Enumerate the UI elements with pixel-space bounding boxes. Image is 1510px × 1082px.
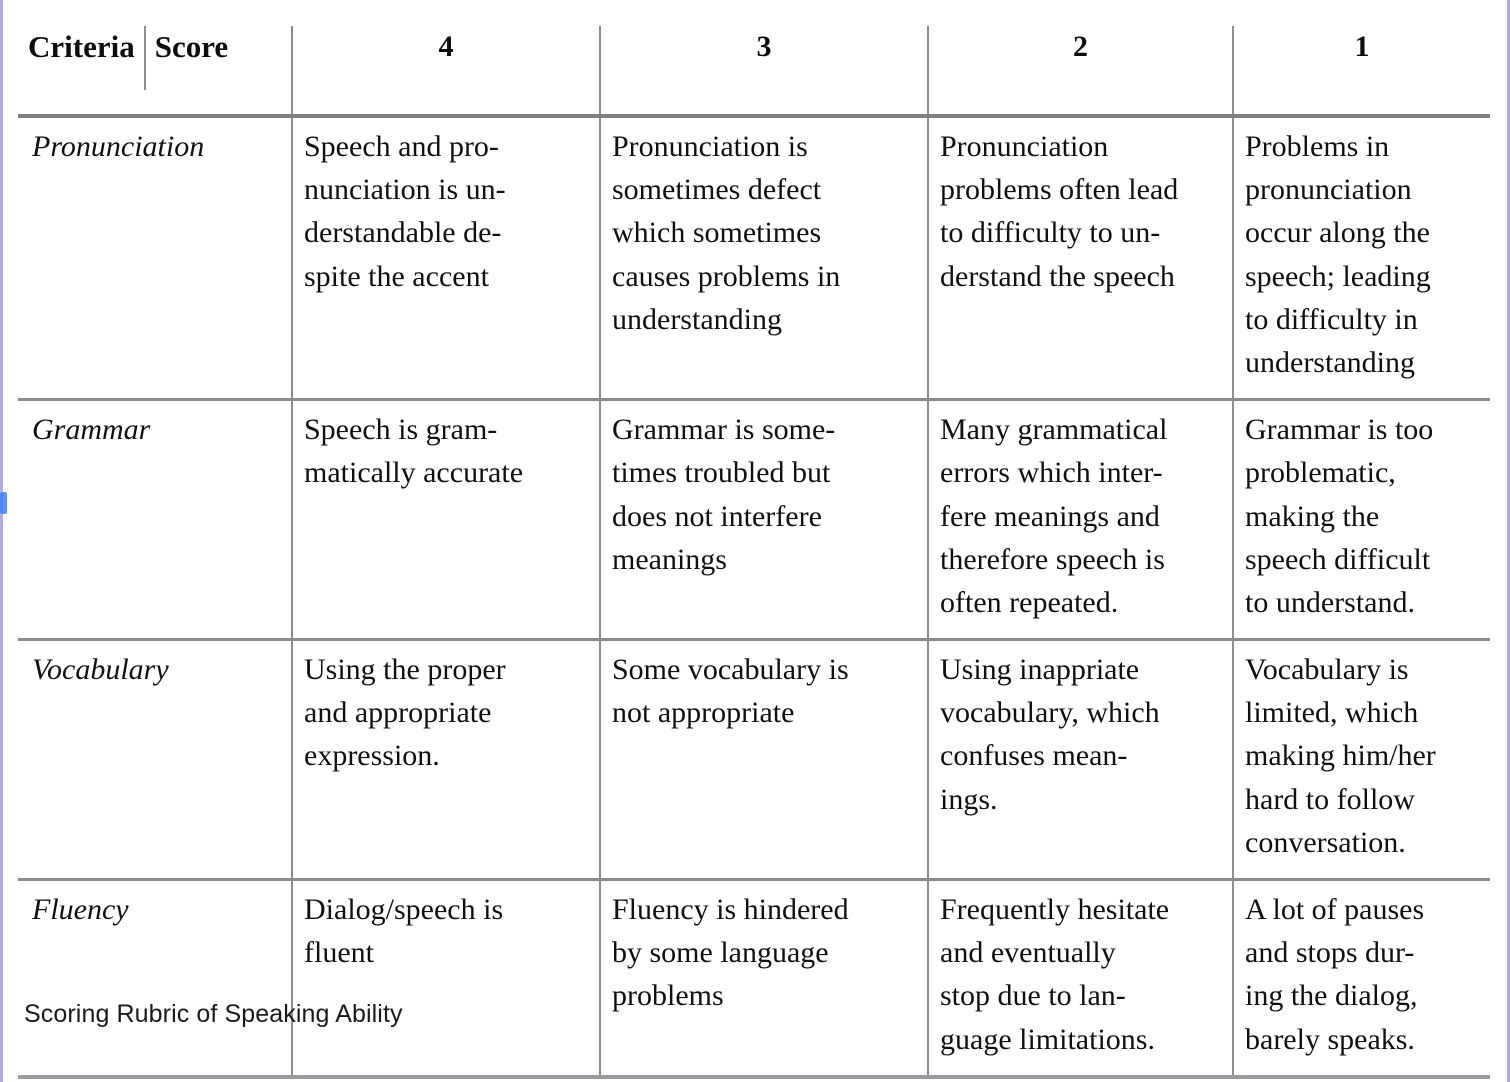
cell-pronunciation-2 [928, 116, 1233, 400]
header-score-4: 4 [292, 26, 600, 116]
cell-text [1245, 888, 1481, 1061]
cell-line: pronunciation [1245, 173, 1412, 207]
cell-text [304, 408, 590, 494]
cell-line: ings. [940, 782, 998, 816]
header-score-1: 1 [1233, 26, 1490, 116]
criteria-pronunciation: Pronunciation [18, 116, 292, 400]
cell-line: Pronunciation [940, 130, 1109, 163]
cell-line: guage limitations. [940, 1022, 1155, 1056]
cell-fluency-4 [292, 880, 600, 1077]
cell-text [612, 125, 918, 341]
cell-line: Using the proper [304, 653, 506, 687]
cell-text [612, 648, 918, 734]
cell-line: not appropriate [612, 696, 795, 730]
cell-vocabulary-2 [928, 640, 1233, 880]
scoring-rubric-table [18, 26, 1490, 1079]
cell-text [940, 888, 1223, 1061]
cell-grammar-3 [600, 400, 928, 640]
cell-line: matically accurate [304, 456, 524, 490]
header-score-2: 2 [928, 26, 1233, 116]
cell-pronunciation-4 [292, 116, 600, 400]
cell-line: conversation. [1245, 825, 1406, 859]
cell-line: Using inappriate [940, 653, 1140, 687]
table-row [18, 880, 1490, 1077]
cell-line: vocabulary, which [940, 696, 1160, 730]
cell-line: Vocabulary is [1245, 653, 1409, 687]
cell-line: meanings [612, 542, 727, 576]
cell-line: to difficulty to un- [940, 216, 1161, 250]
criteria-grammar: Grammar [18, 400, 292, 640]
cell-line: and stops dur- [1245, 936, 1415, 970]
cell-line: errors which inter- [940, 456, 1163, 490]
cell-line: sometimes defect [612, 173, 822, 207]
cell-line: Grammar is too [1245, 413, 1434, 447]
cell-pronunciation-1 [1233, 116, 1490, 400]
cell-grammar-4 [292, 400, 600, 640]
cell-line: times troubled but [612, 456, 831, 490]
table-row [18, 640, 1490, 880]
cell-line: Dialog/speech is [304, 893, 504, 926]
cell-line: A lot of pauses [1245, 893, 1425, 926]
cell-line: Many grammatical [940, 413, 1168, 447]
cell-line: and appropriate [304, 696, 492, 730]
cell-vocabulary-3 [600, 640, 928, 880]
cell-text [304, 648, 590, 778]
cell-line: Grammar is some- [612, 413, 836, 447]
cell-text [304, 888, 590, 974]
cell-text [1245, 648, 1481, 864]
cell-line: stop due to lan- [940, 979, 1126, 1013]
cell-vocabulary-1 [1233, 640, 1490, 880]
cell-text [612, 888, 918, 1018]
cell-line: problematic, [1245, 456, 1396, 490]
cell-line: which sometimes [612, 216, 822, 250]
cell-line: hard to follow [1245, 782, 1415, 816]
header-score-3: 3 [600, 26, 928, 116]
cell-line: Fluency is hindered [612, 893, 849, 926]
table-header-row [18, 26, 1490, 116]
cell-line: making the [1245, 499, 1380, 533]
cell-line: Frequently hesitate [940, 893, 1170, 926]
table-row [18, 400, 1490, 640]
cell-fluency-3 [600, 880, 928, 1077]
cell-line: Problems in [1245, 130, 1390, 163]
cell-line: fere meanings and [940, 499, 1160, 533]
cell-line: speech; leading [1245, 259, 1431, 293]
cell-line: speech difficult [1245, 542, 1431, 576]
header-score-label: Score [154, 29, 229, 64]
cell-line: Pronunciation is [612, 130, 808, 163]
cell-line: confuses mean- [940, 739, 1128, 773]
cell-fluency-1 [1233, 880, 1490, 1077]
cell-grammar-2 [928, 400, 1233, 640]
cell-line: making him/her [1245, 739, 1436, 773]
table-row [18, 116, 1490, 400]
cell-line: and eventually [940, 936, 1116, 970]
cell-text [1245, 408, 1481, 624]
cell-text [1245, 125, 1481, 384]
cell-text [940, 408, 1223, 624]
cell-line: often repeated. [940, 585, 1119, 619]
cell-line: occur along the [1245, 216, 1430, 250]
cell-line: Some vocabulary is [612, 653, 849, 687]
figure-caption: Scoring Rubric of Speaking Ability [24, 1000, 403, 1028]
cell-text [940, 125, 1223, 298]
cell-pronunciation-3 [600, 116, 928, 400]
cell-line: nunciation is un- [304, 173, 506, 207]
cell-line: understanding [612, 302, 782, 336]
cell-line: spite the accent [304, 259, 489, 293]
cell-line: does not interfere [612, 499, 822, 533]
cell-line: by some language [612, 936, 829, 970]
cell-line: problems [612, 979, 724, 1013]
cell-line: barely speaks. [1245, 1022, 1415, 1056]
cell-line: causes problems in [612, 259, 841, 293]
cell-line: to difficulty in [1245, 302, 1418, 336]
header-criteria-score [18, 26, 292, 116]
header-criteria-label: Criteria [28, 29, 135, 64]
cell-line: derstandable de- [304, 216, 502, 250]
criteria-vocabulary: Vocabulary [18, 640, 292, 880]
cell-line: therefore speech is [940, 542, 1165, 576]
cell-vocabulary-4 [292, 640, 600, 880]
cell-line: Speech is gram- [304, 413, 498, 447]
criteria-fluency: Fluency [18, 880, 292, 1077]
cell-line: ing the dialog, [1245, 979, 1418, 1013]
cell-line: expression. [304, 739, 440, 773]
cell-text [612, 408, 918, 581]
cell-grammar-1 [1233, 400, 1490, 640]
cell-line: limited, which [1245, 696, 1419, 730]
cell-line: understanding [1245, 345, 1415, 379]
cell-line: fluent [304, 936, 374, 970]
cell-line: Speech and pro- [304, 130, 499, 163]
cell-line: problems often lead [940, 173, 1179, 207]
cell-text [940, 648, 1223, 821]
cell-text [304, 125, 590, 298]
cell-fluency-2 [928, 880, 1233, 1077]
cell-line: derstand the speech [940, 259, 1175, 293]
cell-line: to understand. [1245, 585, 1415, 619]
